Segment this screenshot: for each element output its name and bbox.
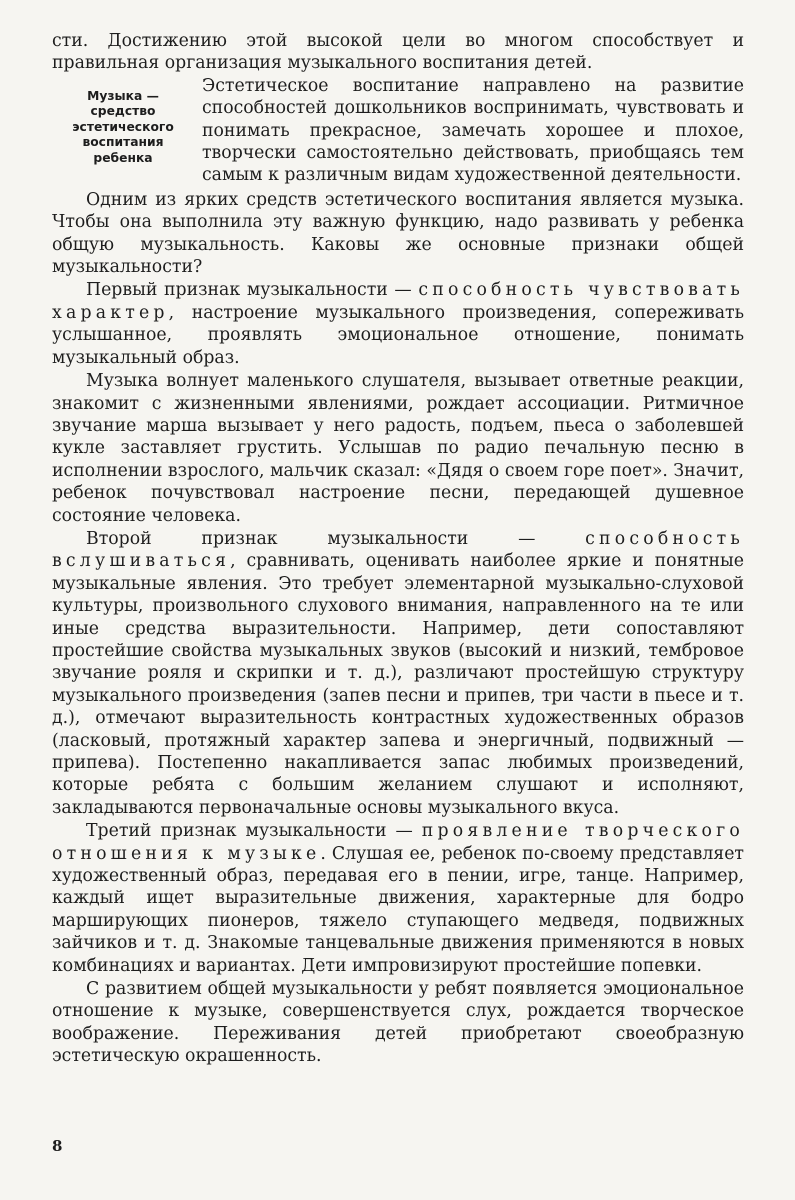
paragraph-development: С развитием общей музыкальности у ребят появляется эмоциональное отношение к музыке, совершенствуется слух, рождается творческое воображение. Переживания детей приобретают своеобразную эстетическую окрашенность. <box>52 979 744 1067</box>
paragraph-music-means: Одним из ярких средств эстетического воспитания является музыка. Чтобы она выполнила эту важную функцию, надо развивать у ребенка общую музыкальность. Каковы же основные признаки общей музыкальности? <box>52 189 744 278</box>
page-number: 8 <box>52 1137 63 1155</box>
first-sign-rest: , настроение музыкального произведения, сопереживать услышанное, проявлять эмоциональное отношение, понимать музыкальный образ. <box>52 302 744 368</box>
side-heading-line: средство <box>90 104 156 119</box>
side-note-block <box>52 75 744 187</box>
paragraph-second-sign <box>52 528 744 819</box>
third-sign-spaced: проявление творческого отношения к музыке <box>52 821 744 864</box>
first-sign-spaced: способность чувствовать характер <box>52 280 744 323</box>
paragraph-music-excites: Музыка волнует маленького слушателя, вызывает ответные реакции, знакомит с жизненными явлениями, рождает ассоциации. Ритмичное звучание марша вызывает у него радость, подъем, пьеса о заболевшей кукле заставляет грустить. Услышав по радио печальную песню в исполнении взрослого, мальчик сказал: «Дядя о своем горе поет». Значит, ребенок почувствовал настроение песни, передающей душевное состояние человека. <box>52 371 744 526</box>
side-heading <box>52 89 202 167</box>
third-sign-rest: . Слушая ее, ребенок по-своему представляет художественный образ, передавая его в пении, игре, танце. Например, каждый ищет выразительные движения, характерные для бодро марширующих пионеров, тяжело ступающего медведя, подвижных зайчиков и т. д. Знакомые танцевальные движения применяются в новых комбинациях и вариантах. Дети импровизируют простейшие попевки. <box>52 843 744 976</box>
side-heading-line: эстетического <box>72 119 174 134</box>
intro-paragraph: сти. Достижению этой высокой цели во многом способствует и правильная организация музыкального воспитания детей. <box>52 31 744 74</box>
side-heading-line: воспитания <box>82 135 164 150</box>
side-heading-line: Музыка — <box>87 88 159 103</box>
first-sign-lead: Первый признак музыкальности — <box>86 280 419 301</box>
side-heading-line: ребенка <box>93 150 153 165</box>
paragraph-first-sign <box>52 279 744 369</box>
second-sign-rest: , сравнивать, оценивать наиболее яркие и понятные музыкальные явления. Это требует элементарной музыкально-слуховой культуры, произвольного слухового внимания, направленного на те или иные средства выразительности. Например, дети сопоставляют простейшие свойства музыкальных звуков (высокий и низкий, тембровое звучание рояля и скрипки и т. д.), различают простейшую структуру музыкального произведения (запев песни и припев, три части в пьесе и т. д.), отмечают выразительность контрастных художественных образов (ласковый, протяжный характер запева и энергичный, подвижный — припева). Постепенно накапливается запас любимых произведений, которые ребята с большим желанием слушают и исполняют, закладываются первоначальные основы музыкального вкуса. <box>52 551 744 818</box>
paragraph-third-sign <box>52 820 744 977</box>
book-page <box>52 30 744 1068</box>
third-sign-lead: Третий признак музыкальности — <box>86 821 422 842</box>
second-sign-lead: Второй признак музыкальности — <box>86 528 586 549</box>
side-text-paragraph: Эстетическое воспитание направлено на развитие способностей дошкольников воспринимать, чувствовать и понимать прекрасное, замечать хорошее и плохое, творчески самостоятельно действовать, приобщаясь тем самым к различным видам художественной деятельности. <box>202 75 744 186</box>
second-sign-spaced: способность вслушиваться <box>52 528 744 572</box>
